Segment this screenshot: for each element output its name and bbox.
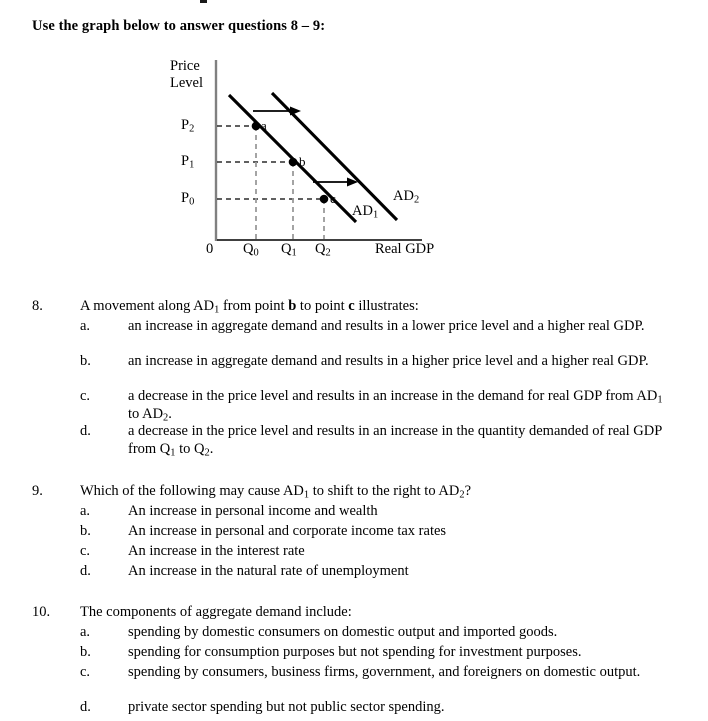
y-tick-p0-sub: 0 [189,196,195,208]
x-tick-q1-sub: 1 [291,247,297,259]
curve-label-ad2-sub: 2 [413,194,420,206]
data-point-b [289,158,298,167]
question-9-option-c-text: An increase in the interest rate [128,543,305,559]
question-9-number: 9. [32,483,43,499]
page-title: Use the graph below to answer questions 8 – 9: [32,18,326,34]
question-8-number: 8. [32,298,43,314]
question-9-option-d-text: An increase in the natural rate of unemployment [128,563,409,579]
question-9-option-b-letter: b. [80,523,91,539]
question-10-option-d-text: private sector spending but not public sector spending. [128,699,445,715]
y-tick-p1-base: P [181,153,190,169]
question-10-option-b-letter: b. [80,644,91,660]
x-tick-q2-base: Q [315,241,326,257]
x-axis-label: Real GDP [375,241,435,257]
question-8-option-a-text: an increase in aggregate demand and results in a lower price level and a higher real GDP. [128,318,645,334]
aggregate-demand-graph [160,55,480,265]
x-tick-label-origin: 0 [206,241,214,257]
question-10-stem-row [0,604,708,622]
y-tick-label-p1 [181,153,194,170]
question-10-option-b-text: spending for consumption purposes but not spending for investment purposes. [128,644,582,660]
question-8-stem: A movement along $AD_1$ from point b to point c illustrates: [80,298,419,316]
question-10-option-d-letter: d. [80,699,91,715]
question-9-option-a-letter: a. [80,503,91,519]
question-10-option-c-letter: c. [80,664,91,680]
question-9 [0,483,708,501]
question-8-option-c-text: a decrease in the price level and results in an increase in the demand for real GDP from $AD_1$ to $AD_2$. [128,388,663,423]
x-tick-q0-sub: 0 [253,247,259,259]
page-top-cutoff-artifact [200,0,207,3]
y-tick-p1-sub: 1 [189,159,195,171]
x-tick-q2-sub: 2 [325,247,331,259]
point-label-a: a [261,118,267,133]
question-10-option-a-text: spending by domestic consumers on domestic output and imported goods. [128,624,558,640]
x-tick-label-q0 [243,241,259,258]
question-9-option-b-text: An increase in personal and corporate income tax rates [128,523,447,539]
y-axis-label-line2: Level [170,75,204,91]
question-8 [0,298,708,316]
question-8-option-b-letter: b. [80,353,91,369]
y-tick-p0-base: P [181,190,190,206]
curve-label-ad1 [352,203,378,220]
graph-canvas [160,55,480,265]
question-9-stem: Which of the following may cause $AD_1$ to shift to the right to $AD_2$? [80,483,471,501]
question-9-option-d-letter: d. [80,563,91,579]
y-tick-label-p2 [181,117,194,134]
curve-label-ad2-base: AD [393,188,414,204]
question-10-option-a-letter: a. [80,624,91,640]
question-10-stem: The components of aggregate demand include: [80,604,352,620]
question-8-option-c-letter: c. [80,388,91,404]
question-8-stem-row [0,298,708,316]
y-axis-label [170,58,203,92]
question-10-option-c-text: spending by consumers, business firms, government, and foreigners on domestic output. [128,664,641,680]
y-tick-p2-base: P [181,117,190,133]
curve-label-ad2 [393,188,419,205]
question-10 [0,604,708,622]
data-point-a [252,122,261,131]
curve-label-ad1-base: AD [352,203,373,219]
y-axis-label-line1: Price [170,58,200,74]
y-tick-p2-sub: 2 [189,123,195,135]
x-tick-q1-base: Q [281,241,292,257]
point-label-c-text: c [330,191,336,206]
question-9-stem-row [0,483,708,501]
x-tick-q0-base: Q [243,241,254,257]
question-8-option-d-letter: d. [80,423,91,439]
x-tick-label-q1 [281,241,297,258]
data-point-c [320,195,329,204]
question-9-option-a-text: An increase in personal income and wealth [128,503,378,519]
curve-label-ad1-sub: 1 [372,209,379,221]
question-10-number: 10. [32,604,51,620]
question-8-option-b-text: an increase in aggregate demand and results in a higher price level and a higher real GDP. [128,353,649,369]
question-8-option-d-text: a decrease in the price level and results in an increase in the quantity demanded of real GDP from $Q_1$ to $Q_2$. [128,423,662,458]
question-8-option-a-letter: a. [80,318,91,334]
point-label-b: b [299,154,306,169]
question-9-option-c-letter: c. [80,543,91,559]
x-tick-label-q2 [315,241,331,258]
point-label-c [330,190,336,207]
shift-arrow-upper-head [290,107,301,116]
y-tick-label-p0 [181,190,194,207]
